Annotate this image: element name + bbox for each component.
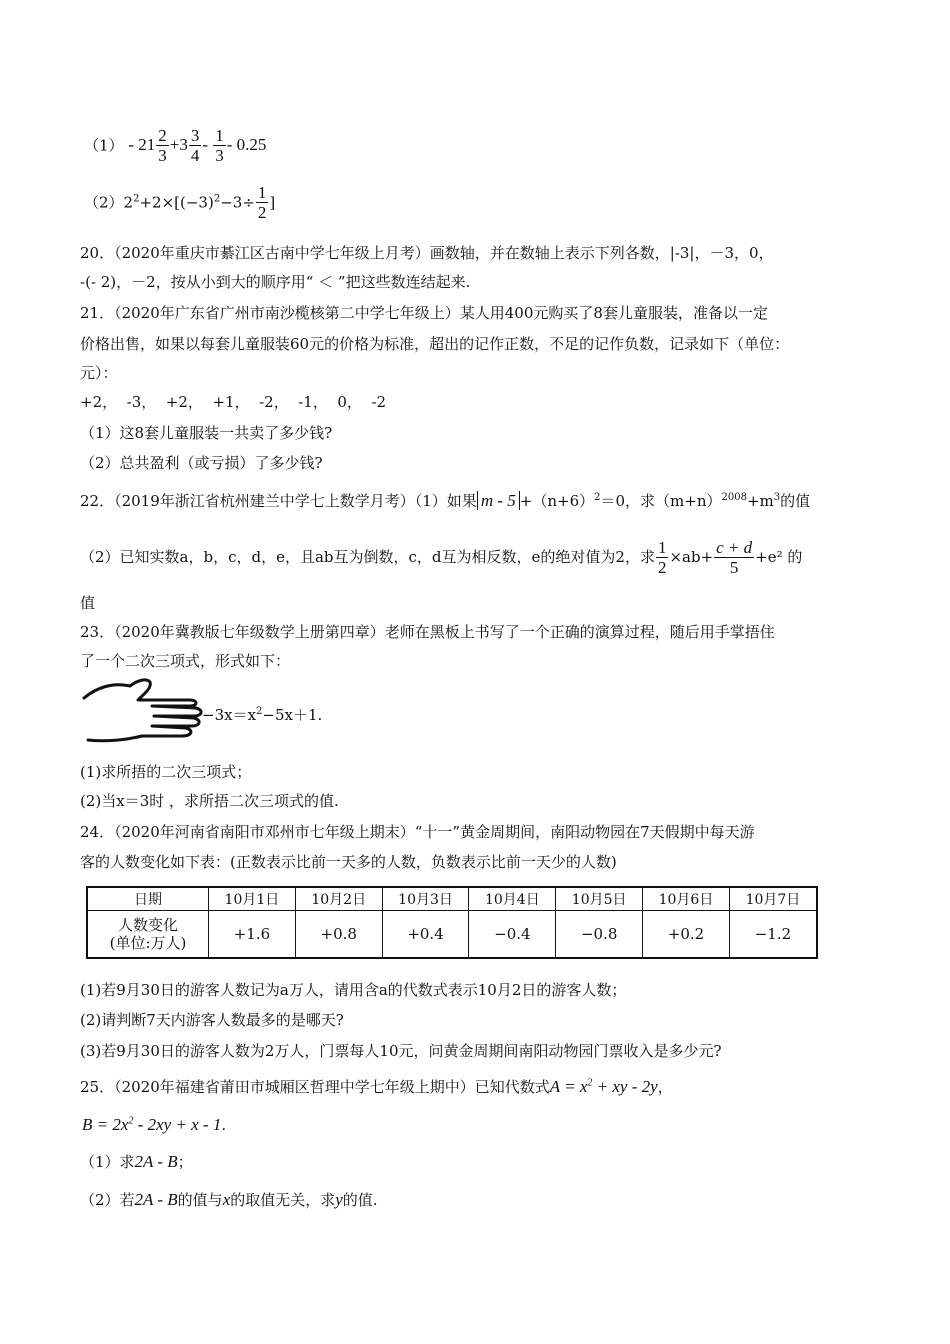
term: +3 bbox=[169, 135, 188, 155]
text: +m bbox=[746, 492, 774, 510]
q19-part2-label: （2） bbox=[84, 193, 124, 212]
q23-line2: 了一个二次三项式，形式如下： bbox=[80, 652, 291, 670]
q22-line2 bbox=[80, 534, 802, 580]
table-header-cell: 10月2日 bbox=[295, 887, 382, 911]
exponent: 2 bbox=[213, 193, 221, 205]
numerator: 2 bbox=[158, 126, 167, 145]
term: B = 2x bbox=[82, 1115, 129, 1134]
q24-sub3: (3)若9月30日的游客人数为2万人，门票每人10元，问黄金周期间南阳动物园门票收入是多少元? bbox=[80, 1042, 722, 1060]
denominator: 2 bbox=[657, 557, 667, 577]
q19-part2 bbox=[84, 184, 275, 223]
q22-line3: 值 bbox=[80, 594, 96, 612]
q21-line3: 元）： bbox=[80, 364, 118, 382]
expression: 2A - B bbox=[134, 1152, 178, 1171]
term: ] bbox=[269, 193, 276, 212]
expression: 2A - B bbox=[134, 1190, 178, 1209]
text: （1）求 bbox=[80, 1153, 135, 1171]
exponent: 2 bbox=[133, 193, 140, 205]
table-header-row bbox=[87, 887, 817, 911]
table-header-cell: 10月5日 bbox=[556, 887, 643, 911]
q23-line1: 23．（2020年冀教版七年级数学上册第四章）老师在黑板上书写了一个正确的演算过程，随后用手掌捂住 bbox=[80, 623, 775, 641]
text: −3x＝x bbox=[202, 706, 257, 724]
numerator: c + d bbox=[716, 537, 753, 557]
row-label-line: 人数变化 bbox=[117, 916, 178, 934]
q25-sub1 bbox=[80, 1152, 193, 1172]
term: - bbox=[202, 135, 209, 155]
q24-sub1: (1)若9月30日的游客人数记为a万人，请用含a的代数式表示10月2日的游客人数； bbox=[80, 981, 627, 999]
exponent: 2 bbox=[587, 1077, 593, 1089]
exponent: 2 bbox=[128, 1115, 134, 1127]
hand-icon bbox=[82, 678, 204, 746]
denominator: 4 bbox=[190, 146, 200, 165]
text: 的值 bbox=[780, 492, 811, 510]
fraction bbox=[189, 127, 202, 166]
text: +e² 的 bbox=[755, 548, 803, 566]
text: 的值. bbox=[342, 1191, 378, 1209]
table-cell: +0.4 bbox=[382, 911, 469, 959]
table-header-cell: 日期 bbox=[87, 887, 209, 911]
fraction bbox=[256, 184, 269, 223]
text: . bbox=[221, 1116, 227, 1134]
fraction bbox=[213, 127, 226, 166]
text: （2）若 bbox=[80, 1191, 135, 1209]
row-label-line: (单位:万人) bbox=[109, 934, 187, 952]
numerator: 1 bbox=[215, 126, 224, 145]
q20-line2: -(- 2)，－2，按从小到大的顺序用“ ＜ ”把这些数连结起来. bbox=[80, 273, 471, 291]
numerator: 3 bbox=[190, 126, 200, 145]
absolute-value: m - 5 bbox=[477, 491, 520, 510]
q23-sub2: (2)当x＝3时 ，求所捂二次三项式的值. bbox=[80, 792, 339, 810]
table-header-cell: 10月7日 bbox=[729, 887, 817, 911]
table-header-cell: 10月3日 bbox=[382, 887, 469, 911]
text: （2）已知实数a，b，c，d，e，且ab互为倒数，c，d互为相反数，e的绝对值为2，求 bbox=[80, 548, 655, 566]
expression-b bbox=[82, 1115, 221, 1134]
q24-line2: 客的人数变化如下表：(正数表示比前一天多的人数，负数表示比前一天少的人数) bbox=[80, 853, 617, 871]
q19-part1 bbox=[84, 127, 266, 166]
term: - 2xy + x - 1 bbox=[133, 1115, 222, 1134]
table-row-label bbox=[87, 911, 209, 959]
denominator: 2 bbox=[257, 203, 267, 222]
numerator: 1 bbox=[257, 183, 267, 202]
q23-expression bbox=[202, 705, 322, 725]
text: −5x＋1. bbox=[262, 706, 323, 724]
table-cell: +0.8 bbox=[295, 911, 382, 959]
q24-line1: 24．（2020年河南省南阳市邓州市七年级上期末）“十一”黄金周期间，南阳动物园在7天假期中每天游 bbox=[80, 823, 755, 841]
text: ； bbox=[177, 1153, 193, 1171]
term: −3÷ bbox=[220, 193, 255, 212]
exponent: 2 bbox=[594, 492, 601, 503]
variable: x bbox=[222, 1190, 231, 1209]
q20-line1: 20．（2020年重庆市綦江区古南中学七年级上月考）画数轴，并在数轴上表示下列各数，|-3|，－3，0， bbox=[80, 244, 774, 262]
fraction bbox=[714, 539, 754, 578]
denominator: 3 bbox=[215, 146, 224, 165]
fraction bbox=[156, 127, 169, 166]
q24-sub2: (2)请判断7天内游客人数最多的是哪天? bbox=[80, 1011, 344, 1029]
table-cell: −0.4 bbox=[469, 911, 556, 959]
text: ×ab+ bbox=[669, 548, 714, 566]
text: 的取值无关，求 bbox=[230, 1191, 336, 1209]
text: 22．（2019年浙江省杭州建兰中学七上数学月考）（1）如果 bbox=[80, 492, 477, 510]
text: 的值与 bbox=[177, 1191, 223, 1209]
table-cell: −0.8 bbox=[556, 911, 643, 959]
numerator: 1 bbox=[657, 537, 667, 557]
q21-record: +2， -3， +2， +1， -2， -1， 0， -2 bbox=[80, 393, 387, 411]
q22-line1 bbox=[80, 491, 810, 511]
term: + xy - 2y bbox=[592, 1077, 658, 1096]
variable: y bbox=[335, 1190, 343, 1209]
q23-sub1: (1)求所捂的二次三项式； bbox=[80, 763, 252, 781]
exponent: 3 bbox=[773, 492, 781, 503]
exponent: 2008 bbox=[721, 492, 747, 503]
q21-sub1: （1）这8套儿童服装一共卖了多少钱? bbox=[80, 424, 333, 442]
term: - 21 bbox=[128, 135, 156, 155]
text: ＝0，求（m+n） bbox=[600, 492, 722, 510]
table-row bbox=[87, 911, 817, 959]
term: +2×[(−3) bbox=[139, 193, 214, 212]
table-header-cell: 10月1日 bbox=[209, 887, 296, 911]
q21-line2: 价格出售，如果以每套儿童服装60元的价格为标准，超出的记作正数，不足的记作负数，记录如下（单位： bbox=[80, 335, 790, 353]
table-cell: +0.2 bbox=[643, 911, 730, 959]
q25-sub2 bbox=[80, 1190, 378, 1210]
term: 2 bbox=[123, 193, 134, 212]
text: +（n+6） bbox=[519, 492, 595, 510]
text: 25．（2020年福建省莆田市城厢区哲理中学七年级上期中）已知代数式 bbox=[80, 1078, 550, 1096]
table-cell: −1.2 bbox=[729, 911, 817, 959]
q19-part1-label: （1） bbox=[84, 136, 124, 155]
q19-part1-expr bbox=[128, 126, 267, 165]
denominator: 3 bbox=[158, 146, 167, 165]
table-header-cell: 10月6日 bbox=[643, 887, 730, 911]
exponent: 2 bbox=[256, 706, 263, 717]
table-header-cell: 10月4日 bbox=[469, 887, 556, 911]
table-cell: +1.6 bbox=[209, 911, 296, 959]
q25-line2 bbox=[82, 1115, 226, 1135]
fraction bbox=[656, 539, 669, 578]
visitor-change-table bbox=[86, 886, 818, 959]
term: - 0.25 bbox=[226, 135, 267, 155]
q21-line1: 21．（2020年广东省广州市南沙榄核第二中学七年级上）某人用400元购买了8套儿童服装，准备以一定 bbox=[80, 304, 768, 322]
q25-line1 bbox=[80, 1077, 673, 1097]
q21-sub2: （2）总共盈利（或亏损）了多少钱? bbox=[80, 454, 323, 472]
expression-a bbox=[550, 1077, 658, 1096]
term: A = x bbox=[549, 1077, 588, 1096]
denominator: 5 bbox=[714, 557, 754, 578]
text: ， bbox=[657, 1078, 673, 1096]
